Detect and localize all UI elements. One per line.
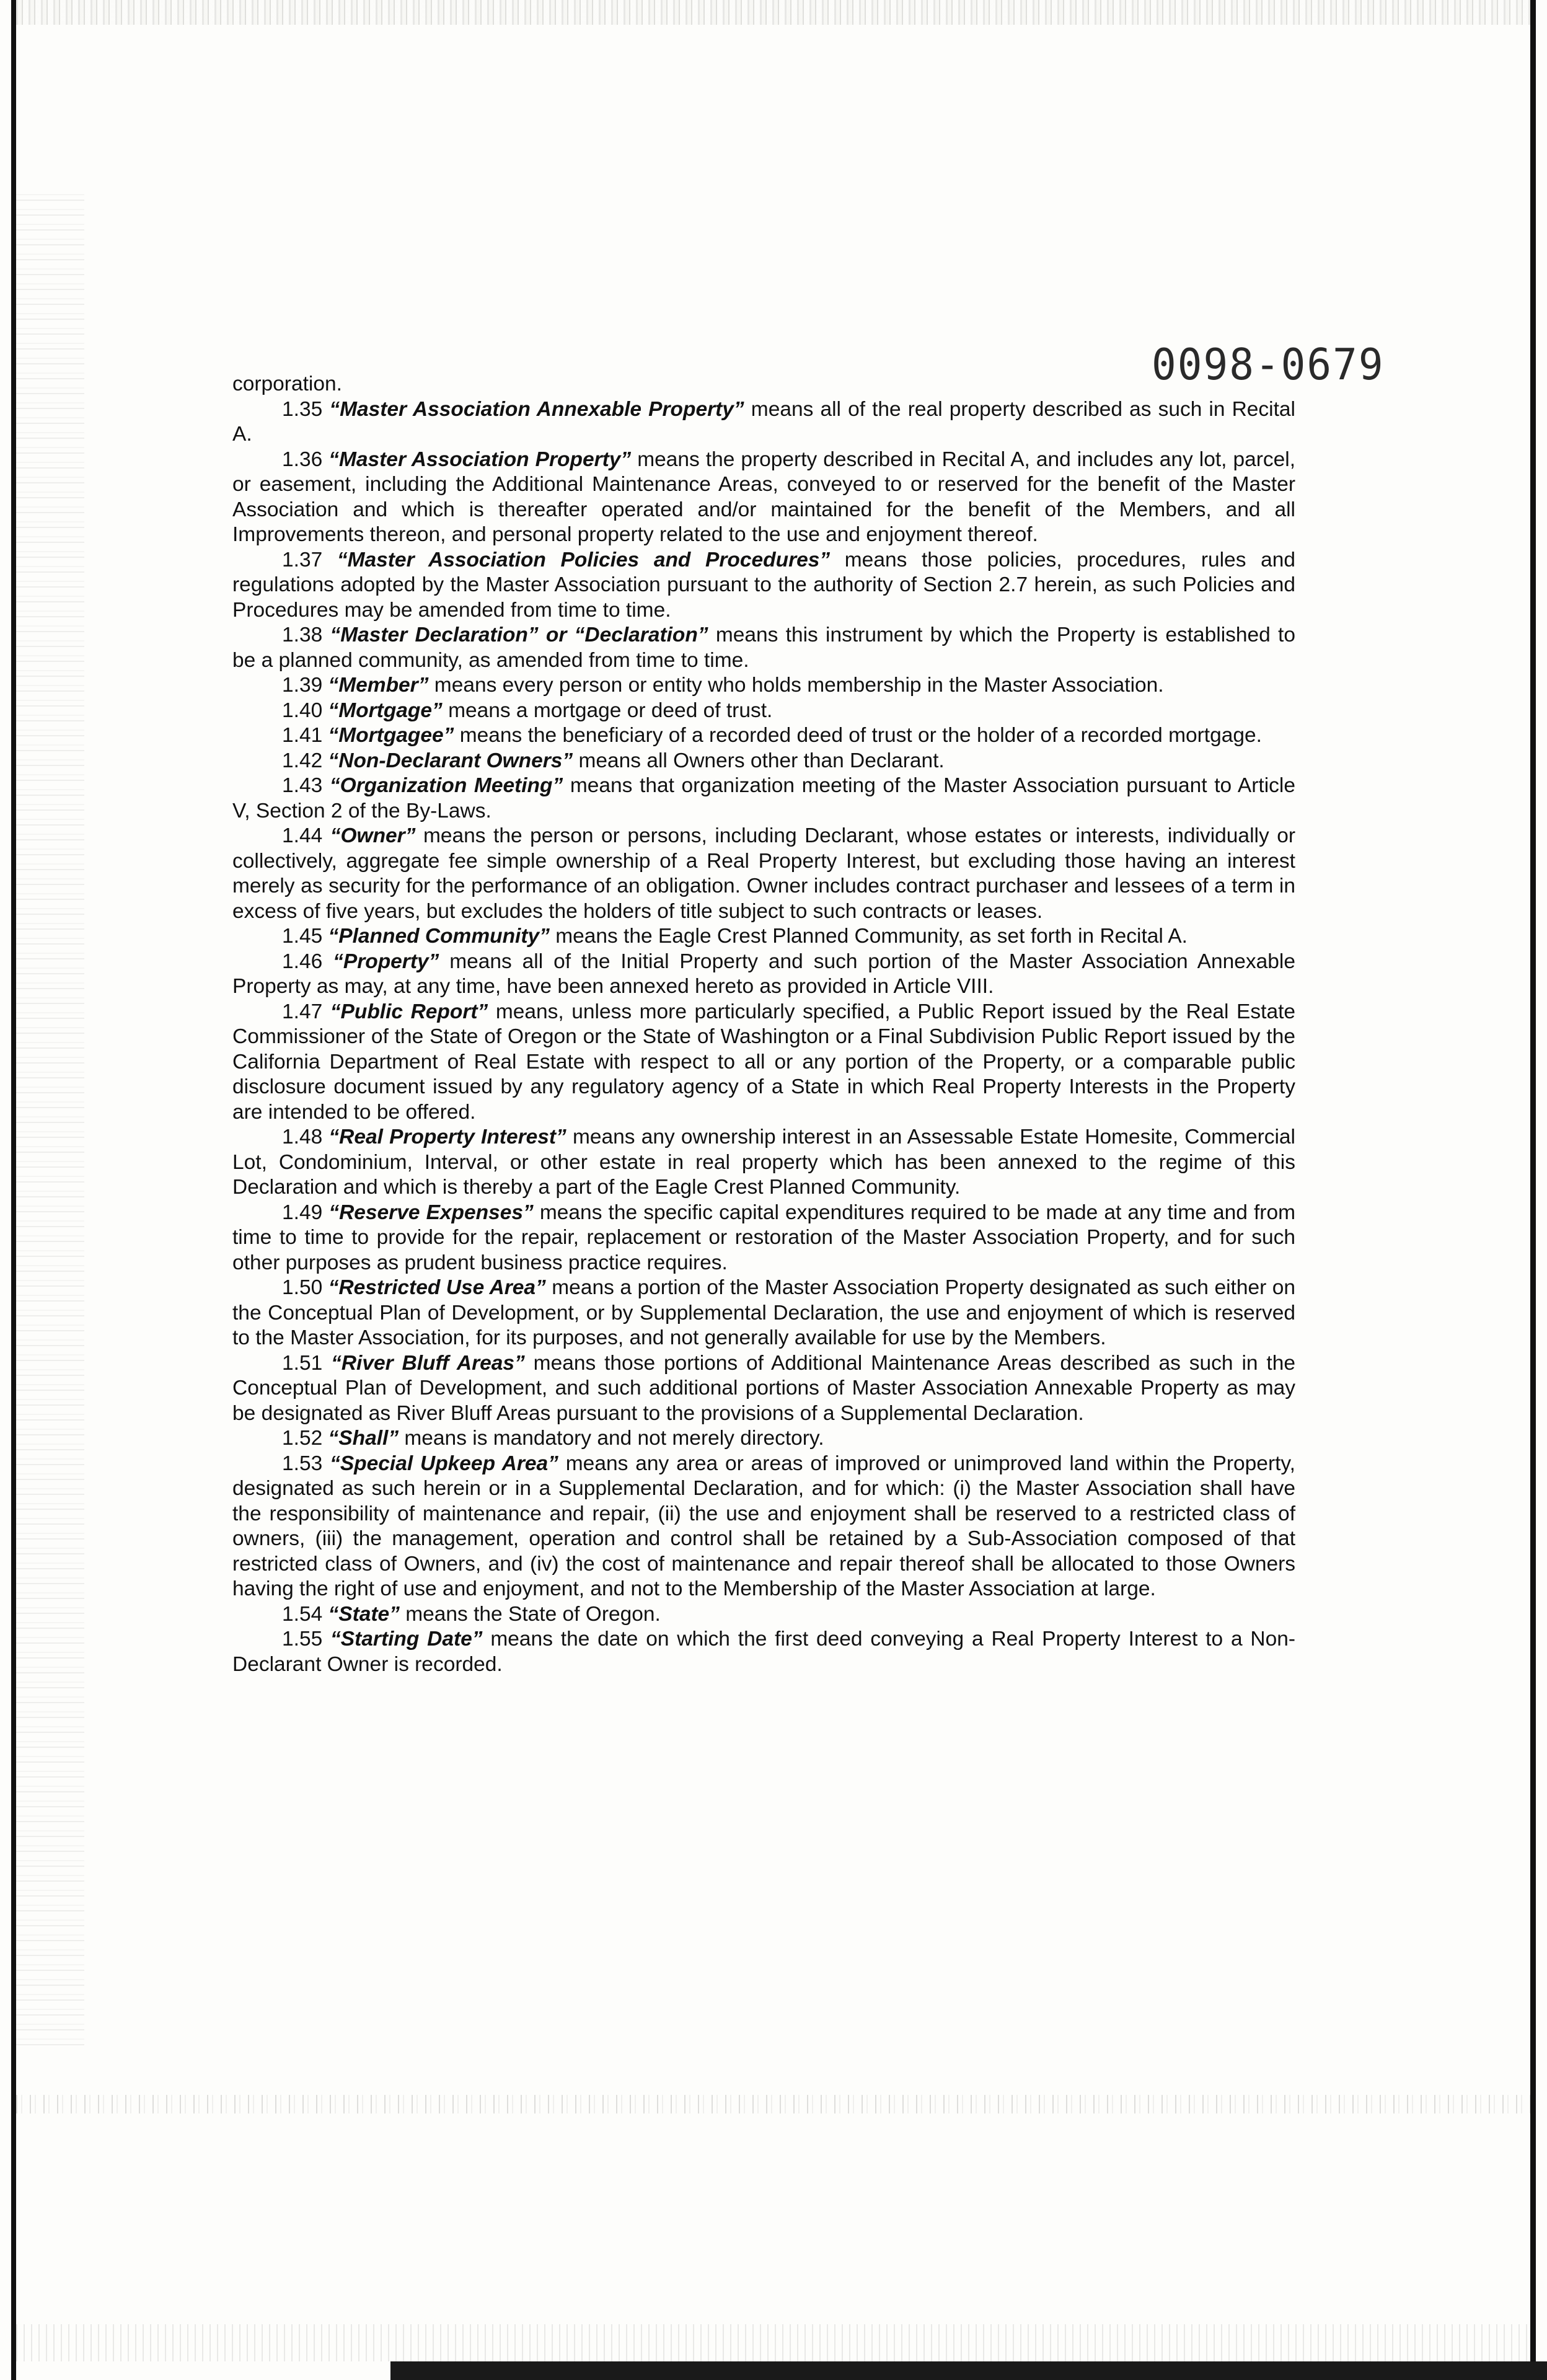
scan-noise-fold	[16, 2095, 1530, 2113]
definition-number: 1.54	[282, 1602, 323, 1626]
definition-term: “Member”	[328, 674, 429, 697]
definition-text: means any ownership interest in an Assessable Estate Homesite, Commercial Lot, Condominium, Interval, or other estate in real property which has been annexed to the regime of this Declaration and which is thereby a part of the Eagle Crest Planned Community.	[232, 1126, 1295, 1199]
definition-text: means the State of Oregon.	[405, 1602, 661, 1626]
definition-text: means is mandatory and not merely directory.	[404, 1427, 824, 1450]
definition-term: “State”	[328, 1602, 400, 1626]
definition-1-42	[232, 749, 1295, 774]
definition-number: 1.45	[282, 925, 323, 948]
scan-border-left	[11, 0, 16, 2380]
scan-noise-left	[16, 186, 84, 2045]
definition-number: 1.39	[282, 674, 323, 697]
definition-1-53	[232, 1452, 1295, 1602]
definition-1-41	[232, 723, 1295, 749]
definition-number: 1.53	[282, 1452, 323, 1475]
definition-number: 1.48	[282, 1126, 323, 1148]
definition-term: “Organization Meeting”	[329, 774, 563, 797]
definition-1-45	[232, 924, 1295, 950]
definition-term: “Special Upkeep Area”	[330, 1452, 558, 1475]
scan-noise-bottom	[16, 2324, 1530, 2361]
definition-text: means all of the Initial Property and such portion of the Master Association Annexable Property as may, at any time, have been annexed hereto as provided in Article VIII.	[232, 950, 1296, 998]
definition-text: means this instrument by which the Property is established to be a planned community, as amended from time to time.	[232, 624, 1295, 672]
definition-text: means the specific capital expenditures required to be made at any time and from time to time to provide for the repair, replacement or restoration of the Master Association Property, and for such other purposes as prudent business practice requires.	[232, 1201, 1295, 1274]
definition-term: “Restricted Use Area”	[328, 1276, 546, 1299]
document-body	[232, 372, 1295, 1677]
definition-1-36	[232, 447, 1295, 548]
definition-1-54	[232, 1602, 1295, 1628]
definition-number: 1.43	[282, 774, 323, 797]
definition-term: “Public Report”	[330, 1000, 488, 1023]
definition-number: 1.38	[282, 624, 323, 646]
definition-text: means those portions of Additional Maintenance Areas described as such in the Conceptual Plan of Development, and such additional portions of Master Association Annexable Property as may be designated as River Bluff Areas pursuant to the provisions of a Supplemental Declaration.	[232, 1351, 1295, 1425]
document-number: 0098-0679	[1152, 340, 1385, 390]
definition-term: “River Bluff Areas”	[331, 1351, 525, 1375]
definition-number: 1.52	[282, 1427, 323, 1450]
definition-term: “Non-Declarant Owners”	[328, 749, 573, 772]
definition-term: “Master Declaration” or “Declaration”	[330, 624, 708, 646]
definition-term: “Planned Community”	[328, 925, 550, 948]
scan-noise-top	[16, 0, 1530, 25]
definition-text: means that organization meeting of the Master Association pursuant to Article V, Section 2 of the By-Laws.	[232, 774, 1295, 822]
definition-text: means a mortgage or deed of trust.	[448, 699, 773, 722]
definition-number: 1.37	[282, 548, 323, 571]
definition-1-55	[232, 1627, 1295, 1677]
definition-number: 1.44	[282, 824, 323, 847]
definition-number: 1.36	[282, 447, 323, 471]
definition-text: means any area or areas of improved or unimproved land within the Property, designated as such herein or in a Supplemental Declaration, and for which: (i) the Master Association shall have the responsibility of maintenance and repair, (ii) the use and enjoyment shall be reserved to a restricted class of owners, (iii) the management, operation and control shall be retained by a Sub-Association composed of that restricted class of Owners, and (iv) the cost of maintenance and repair thereof shall be allocated to those Owners having the right of use and enjoyment, and not to the Membership of the Master Association at large.	[232, 1452, 1295, 1600]
definition-1-52	[232, 1426, 1295, 1452]
definition-text: means all Owners other than Declarant.	[578, 749, 945, 772]
definition-number: 1.35	[282, 397, 323, 421]
definition-term: “Mortgagee”	[328, 724, 454, 747]
definition-text: means every person or entity who holds membership in the Master Association.	[434, 674, 1164, 697]
definition-term: “Starting Date”	[330, 1628, 483, 1651]
definition-1-38	[232, 623, 1295, 673]
definition-number: 1.41	[282, 724, 323, 747]
definition-number: 1.42	[282, 749, 323, 772]
definition-text: means the property described in Recital A, and includes any lot, parcel, or easement, including the Additional Maintenance Areas, conveyed to or reserved for the benefit of the Master Association and which is thereafter operated and/or maintained for the benefit of the Members, and all Improvements thereon, and personal property related to the use and enjoyment thereof.	[232, 447, 1296, 546]
definition-text: means the beneficiary of a recorded deed of trust or the holder of a recorded mortgage.	[459, 724, 1262, 747]
definition-term: “Master Association Policies and Procedures”	[337, 548, 831, 571]
definition-1-46	[232, 950, 1295, 1000]
definition-1-39	[232, 673, 1295, 699]
definition-1-47	[232, 1000, 1295, 1126]
definition-1-35	[232, 397, 1295, 447]
definition-term: “Mortgage”	[328, 699, 443, 722]
definition-number: 1.50	[282, 1276, 323, 1299]
definition-1-37	[232, 548, 1295, 624]
definition-1-40	[232, 699, 1295, 724]
definition-1-50	[232, 1276, 1295, 1351]
definition-term: “Master Association Property”	[328, 447, 632, 471]
definition-text: means the Eagle Crest Planned Community, as set forth in Recital A.	[555, 925, 1188, 948]
definition-term: “Reserve Expenses”	[328, 1201, 534, 1224]
definition-text: means a portion of the Master Association Property designated as such either on the Conceptual Plan of Development, or by Supplemental Declaration, the use and enjoyment of which is reserved to the Master Association, for its purposes, and not generally available for use by the Members.	[232, 1276, 1296, 1349]
definition-1-44	[232, 824, 1295, 924]
definition-number: 1.55	[282, 1628, 323, 1651]
definition-text: means those policies, procedures, rules and regulations adopted by the Master Association pursuant to the authority of Section 2.7 herein, as such Policies and Procedures may be amended from time to time.	[232, 548, 1295, 622]
definition-term: “Real Property Interest”	[328, 1126, 566, 1148]
definition-text: means, unless more particularly specified, a Public Report issued by the Real Estate Commissioner of the State of Oregon or the State of Washington or a Final Subdivision Public Report issued by the California Department of Real Estate with respect to all or any portion of the Property, or a comparable public disclosure document issued by any regulatory agency of a State in which Real Property Interests in the Property are intended to be offered.	[232, 1000, 1296, 1124]
definition-1-49	[232, 1201, 1295, 1276]
scan-border-right	[1530, 0, 1536, 2380]
definition-number: 1.49	[282, 1201, 323, 1224]
definition-text: means all of the real property described as such in Recital A.	[232, 397, 1296, 446]
definition-number: 1.51	[282, 1351, 323, 1375]
paragraph-continuation	[232, 372, 1295, 397]
definition-number: 1.47	[282, 1000, 323, 1023]
definition-term: “Property”	[333, 950, 439, 973]
definition-term: “Owner”	[330, 824, 416, 847]
definition-1-48	[232, 1125, 1295, 1201]
definition-number: 1.46	[282, 950, 323, 973]
definition-1-43	[232, 774, 1295, 824]
definition-text: means the person or persons, including Declarant, whose estates or interests, individually or collectively, aggregate fee simple ownership of a Real Property Interest, but excluding those having an interest merely as security for the performance of an obligation. Owner includes contract purchaser and lessees of a term in excess of five years, but excludes the holders of title subject to such contracts or leases.	[232, 824, 1295, 923]
paragraph-text: corporation.	[232, 372, 342, 395]
definition-term: “Master Association Annexable Property”	[329, 397, 744, 421]
definition-number: 1.40	[282, 699, 323, 722]
definition-text: means the date on which the first deed conveying a Real Property Interest to a Non-Declarant Owner is recorded.	[232, 1628, 1296, 1676]
definition-1-51	[232, 1351, 1295, 1427]
scan-border-bottom	[390, 2361, 1547, 2380]
definition-term: “Shall”	[328, 1427, 399, 1450]
